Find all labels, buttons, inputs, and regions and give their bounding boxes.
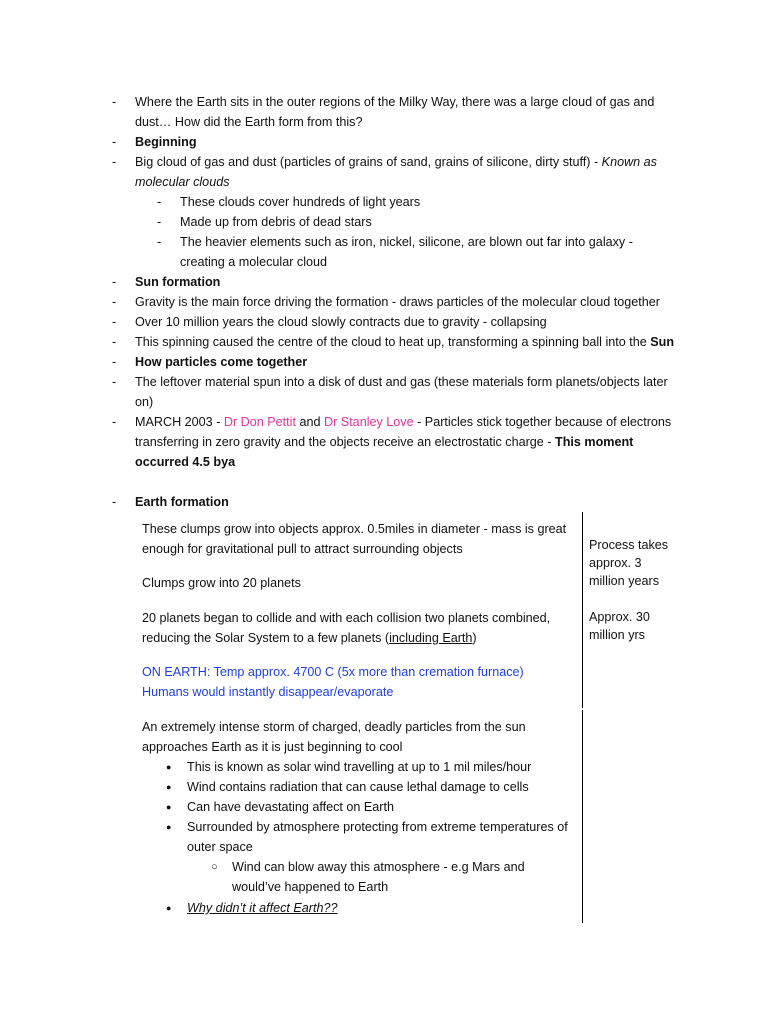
list-dash: - — [112, 415, 117, 429]
march-text-2: transferring in zero gravity and the objects receive an electrostatic charge - — [135, 435, 555, 449]
list-dash: - — [112, 315, 117, 329]
row1-side-3: million years — [589, 574, 659, 588]
table-divider — [582, 512, 583, 657]
row1-side-2: approx. 3 — [589, 556, 642, 570]
bullet-5: Why didn’t it affect Earth?? — [187, 901, 338, 915]
march-text: - Particles stick together because of electrons — [413, 415, 672, 429]
march-line-3: occurred 4.5 bya — [135, 455, 236, 469]
row2-side-1: Approx. 30 — [589, 610, 650, 624]
list-dash: - — [112, 375, 117, 389]
sub-item-3-line-2: creating a molecular cloud — [180, 255, 328, 269]
list-dash: - — [112, 135, 117, 149]
row1-line-1: These clumps grow into objects approx. 0.5miles in diameter - mass is great — [142, 522, 567, 536]
row3-line-2: Humans would instantly disappear/evaporate — [142, 685, 394, 699]
march-line-2 — [135, 432, 633, 452]
name-pettit: Dr Don Pettit — [223, 415, 296, 429]
name-love: Dr Stanley Love — [324, 415, 414, 429]
circle-bullet: ○ — [211, 861, 218, 873]
row2-text: reducing the Solar System to a few planets ( — [142, 631, 390, 645]
gravity-line: Gravity is the main force driving the formation - draws particles of the molecular cloud together — [135, 295, 660, 309]
row1-side-1: Process takes — [589, 538, 669, 552]
heading-earth-formation: Earth formation — [135, 495, 229, 509]
sub-bullet-line-2: would’ve happened to Earth — [232, 880, 389, 894]
list-dash: - — [112, 275, 117, 289]
list-dash: - — [112, 295, 117, 309]
row4-line-1: An extremely intense storm of charged, deadly particles from the sun — [142, 720, 526, 734]
spinning-line — [135, 332, 674, 352]
bullet-4-line-1: Surrounded by atmosphere protecting from extreme temperatures of — [187, 820, 568, 834]
including-earth: including Earth — [389, 631, 473, 645]
cloud-known-as: Known as — [601, 155, 657, 169]
march-date: MARCH 2003 - — [135, 415, 224, 429]
bullet-dot: ● — [166, 762, 172, 772]
row2-line-2 — [142, 628, 477, 648]
list-dash: - — [157, 235, 162, 249]
row1-line-3: Clumps grow into 20 planets — [142, 576, 301, 590]
list-dash: - — [112, 95, 117, 109]
cloud-text: Big cloud of gas and dust (particles of grains of sand, grains of silicone, dirty stuff) - — [135, 155, 602, 169]
list-dash: - — [112, 355, 117, 369]
bullet-dot: ● — [166, 782, 172, 792]
spinning-text: This spinning caused the centre of the cloud to heat up, transforming a spinning ball into the — [135, 335, 651, 349]
row2-close: ) — [472, 631, 477, 645]
bullet-dot: ● — [166, 802, 172, 812]
cloud-line-1 — [135, 152, 657, 172]
march-and: and — [295, 415, 324, 429]
list-dash: - — [112, 155, 117, 169]
march-line-1 — [135, 412, 671, 432]
ten-million-line: Over 10 million years the cloud slowly contracts due to gravity - collapsing — [135, 315, 547, 329]
leftover-line-2: on) — [135, 395, 154, 409]
this-moment: This moment — [555, 435, 634, 449]
table-divider — [582, 656, 583, 708]
bullet-4-line-2: outer space — [187, 840, 253, 854]
leftover-line-1: The leftover material spun into a disk of dust and gas (these materials form planets/objects later — [135, 375, 668, 389]
row2-line-1: 20 planets began to collide and with each collision two planets combined, — [142, 611, 551, 625]
bullet-dot: ● — [166, 903, 172, 913]
sub-item-2: Made up from debris of dead stars — [180, 215, 372, 229]
intro-line-2: dust… How did the Earth form from this? — [135, 115, 363, 129]
row2-side-2: million yrs — [589, 628, 645, 642]
list-dash: - — [112, 335, 117, 349]
bullet-3: Can have devastating affect on Earth — [187, 800, 395, 814]
sun-word: Sun — [650, 335, 675, 349]
row4-line-2: approaches Earth as it is just beginning to cool — [142, 740, 403, 754]
bullet-2: Wind contains radiation that can cause lethal damage to cells — [187, 780, 529, 794]
list-dash: - — [157, 195, 162, 209]
cloud-line-2: molecular clouds — [135, 175, 230, 189]
bullet-dot: ● — [166, 822, 172, 832]
intro-line-1: Where the Earth sits in the outer regions of the Milky Way, there was a large cloud of gas and — [135, 95, 655, 109]
sub-item-3-line-1: The heavier elements such as iron, nickel, silicone, are blown out far into galaxy - — [180, 235, 633, 249]
sub-bullet-line-1: Wind can blow away this atmosphere - e.g Mars and — [232, 860, 525, 874]
row1-line-2: enough for gravitational pull to attract surrounding objects — [142, 542, 463, 556]
list-dash: - — [112, 495, 117, 509]
heading-beginning: Beginning — [135, 135, 197, 149]
table-divider — [582, 710, 583, 923]
heading-particles: How particles come together — [135, 355, 308, 369]
row3-line-1: ON EARTH: Temp approx. 4700 C (5x more than cremation furnace) — [142, 665, 524, 679]
list-dash: - — [157, 215, 162, 229]
heading-sun-formation: Sun formation — [135, 275, 221, 289]
sub-item-1: These clouds cover hundreds of light years — [180, 195, 421, 209]
bullet-1: This is known as solar wind travelling at up to 1 mil miles/hour — [187, 760, 532, 774]
